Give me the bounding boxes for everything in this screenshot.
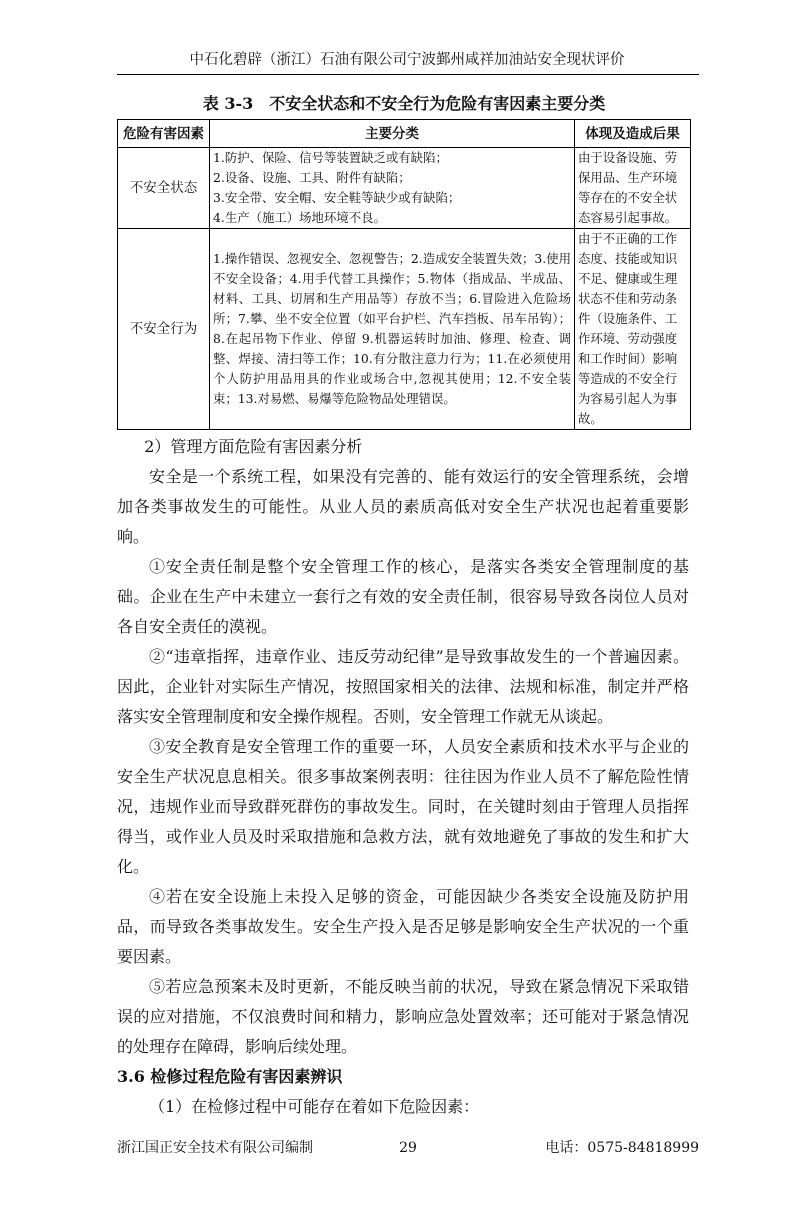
factor-cell: 不安全状态 xyxy=(118,148,210,229)
paragraph: ①安全责任制是整个安全管理工作的核心，是落实各类安全管理制度的基础。企业在生产中未建立一套行之有效的安全责任制，很容易导致各岗位人员对各自安全责任的漠视。 xyxy=(117,557,689,636)
list-item: （1）在检修过程中可能存在着如下危险因素： xyxy=(149,1097,480,1116)
subheading: 2）管理方面危险有害因素分析 xyxy=(144,437,363,456)
table-title: 表 3-3 不安全状态和不安全行为危险有害因素主要分类 xyxy=(202,94,606,113)
table-header-row xyxy=(118,120,691,148)
footer-company: 浙江国正安全技术有限公司编制 xyxy=(117,1140,313,1156)
page-footer xyxy=(117,1138,699,1158)
category-cell xyxy=(210,148,575,229)
category-line: 4.生产（施工）场地环境不良。 xyxy=(213,210,386,225)
section-heading: 3.6 检修过程危险有害因素辨识 xyxy=(117,1067,343,1086)
page-spacer xyxy=(117,1122,699,1138)
header-cell: 危险有害因素 xyxy=(118,120,210,148)
paragraph: 安全是一个系统工程，如果没有完善的、能有效运行的安全管理系统，会增加各类事故发生的可能性。从业人员的素质高低对安全生产状况也起着重要影响。 xyxy=(117,467,689,546)
running-header: 中石化碧辟（浙江）石油有限公司宁波鄞州咸祥加油站安全现状评价 xyxy=(189,52,625,68)
paragraph: ⑤若应急预案未及时更新，不能反映当前的状况，导致在紧急情况下采取错误的应对措施，不仅浪费时间和精力，影响应急处置效率；还可能对于紧急情况的处理存在障碍，影响后续处理。 xyxy=(117,977,689,1056)
table-row xyxy=(118,229,691,430)
table-row xyxy=(118,148,691,229)
category-line: 2.设备、设施、工具、附件有缺陷； xyxy=(213,170,411,185)
paragraph: ③安全教育是安全管理工作的重要一环，人员安全素质和技术水平与企业的安全生产状况息息相关。很多事故案例表明：往往因为作业人员不了解危险性情况，违规作业而导致群死群伤的事故发生。同时，在关键时刻由于管理人员指挥得当，或作业人员及时采取措施和急救方法，就有效地避免了事故的发生和扩大化。 xyxy=(117,737,689,876)
paragraph: ②“违章指挥，违章作业、违反劳动纪律”是导致事故发生的一个普遍因素。因此，企业针对实际生产情况，按照国家相关的法律、法规和标准，制定并严格落实安全管理制度和安全操作规程。否则，安全管理工作就无从谈起。 xyxy=(117,647,689,726)
footer-phone: 电话：0575-84818999 xyxy=(545,1140,700,1156)
factor-cell: 不安全行为 xyxy=(118,229,210,430)
body-text xyxy=(117,432,689,1122)
result-cell: 由于不正确的工作态度、技能或知识不足、健康或生理状态不佳和劳动条件（设施条件、工作环境、劳动强度和工作时间）影响等造成的不安全行为容易引起人为事故。 xyxy=(575,229,691,430)
category-line: 3.安全带、安全帽、安全鞋等缺少或有缺陷； xyxy=(213,190,461,205)
page-number: 29 xyxy=(399,1140,417,1156)
header-cell: 体现及造成后果 xyxy=(575,120,691,148)
paragraph: ④若在安全设施上未投入足够的资金，可能因缺少各类安全设施及防护用品，而导致各类事故发生。安全生产投入是否足够是影响安全生产状况的一个重要因素。 xyxy=(117,887,689,966)
category-cell: 1.操作错误、忽视安全、忽视警告；2.造成安全装置失效；3.使用不安全设备；4.用手代替工具操作；5.物体（指成品、半成品、材料、工具、切屑和生产用品等）存放不当；6.冒险进入危险场所；7.攀、坐不安全位置（如平台护栏、汽车挡板、吊车吊钩）；8.在起吊物下作业、停留 9.机器运转时加油、修理、检查、调整、焊接、清扫等工作；10.有分散注意力行为；11.在必须使用个人防护用品用具的作业或场合中,忽视其使用；12.不安全装束；13.对易燃、易爆等危险物品处理错误。 xyxy=(210,229,575,430)
header-cell: 主要分类 xyxy=(210,120,575,148)
header-rule xyxy=(117,74,699,75)
hazard-table xyxy=(117,119,691,430)
result-cell: 由于设备设施、劳保用品、生产环境等存在的不安全状态容易引起事故。 xyxy=(575,148,691,229)
category-line: 1.防护、保险、信号等装置缺乏或有缺陷； xyxy=(213,150,448,165)
